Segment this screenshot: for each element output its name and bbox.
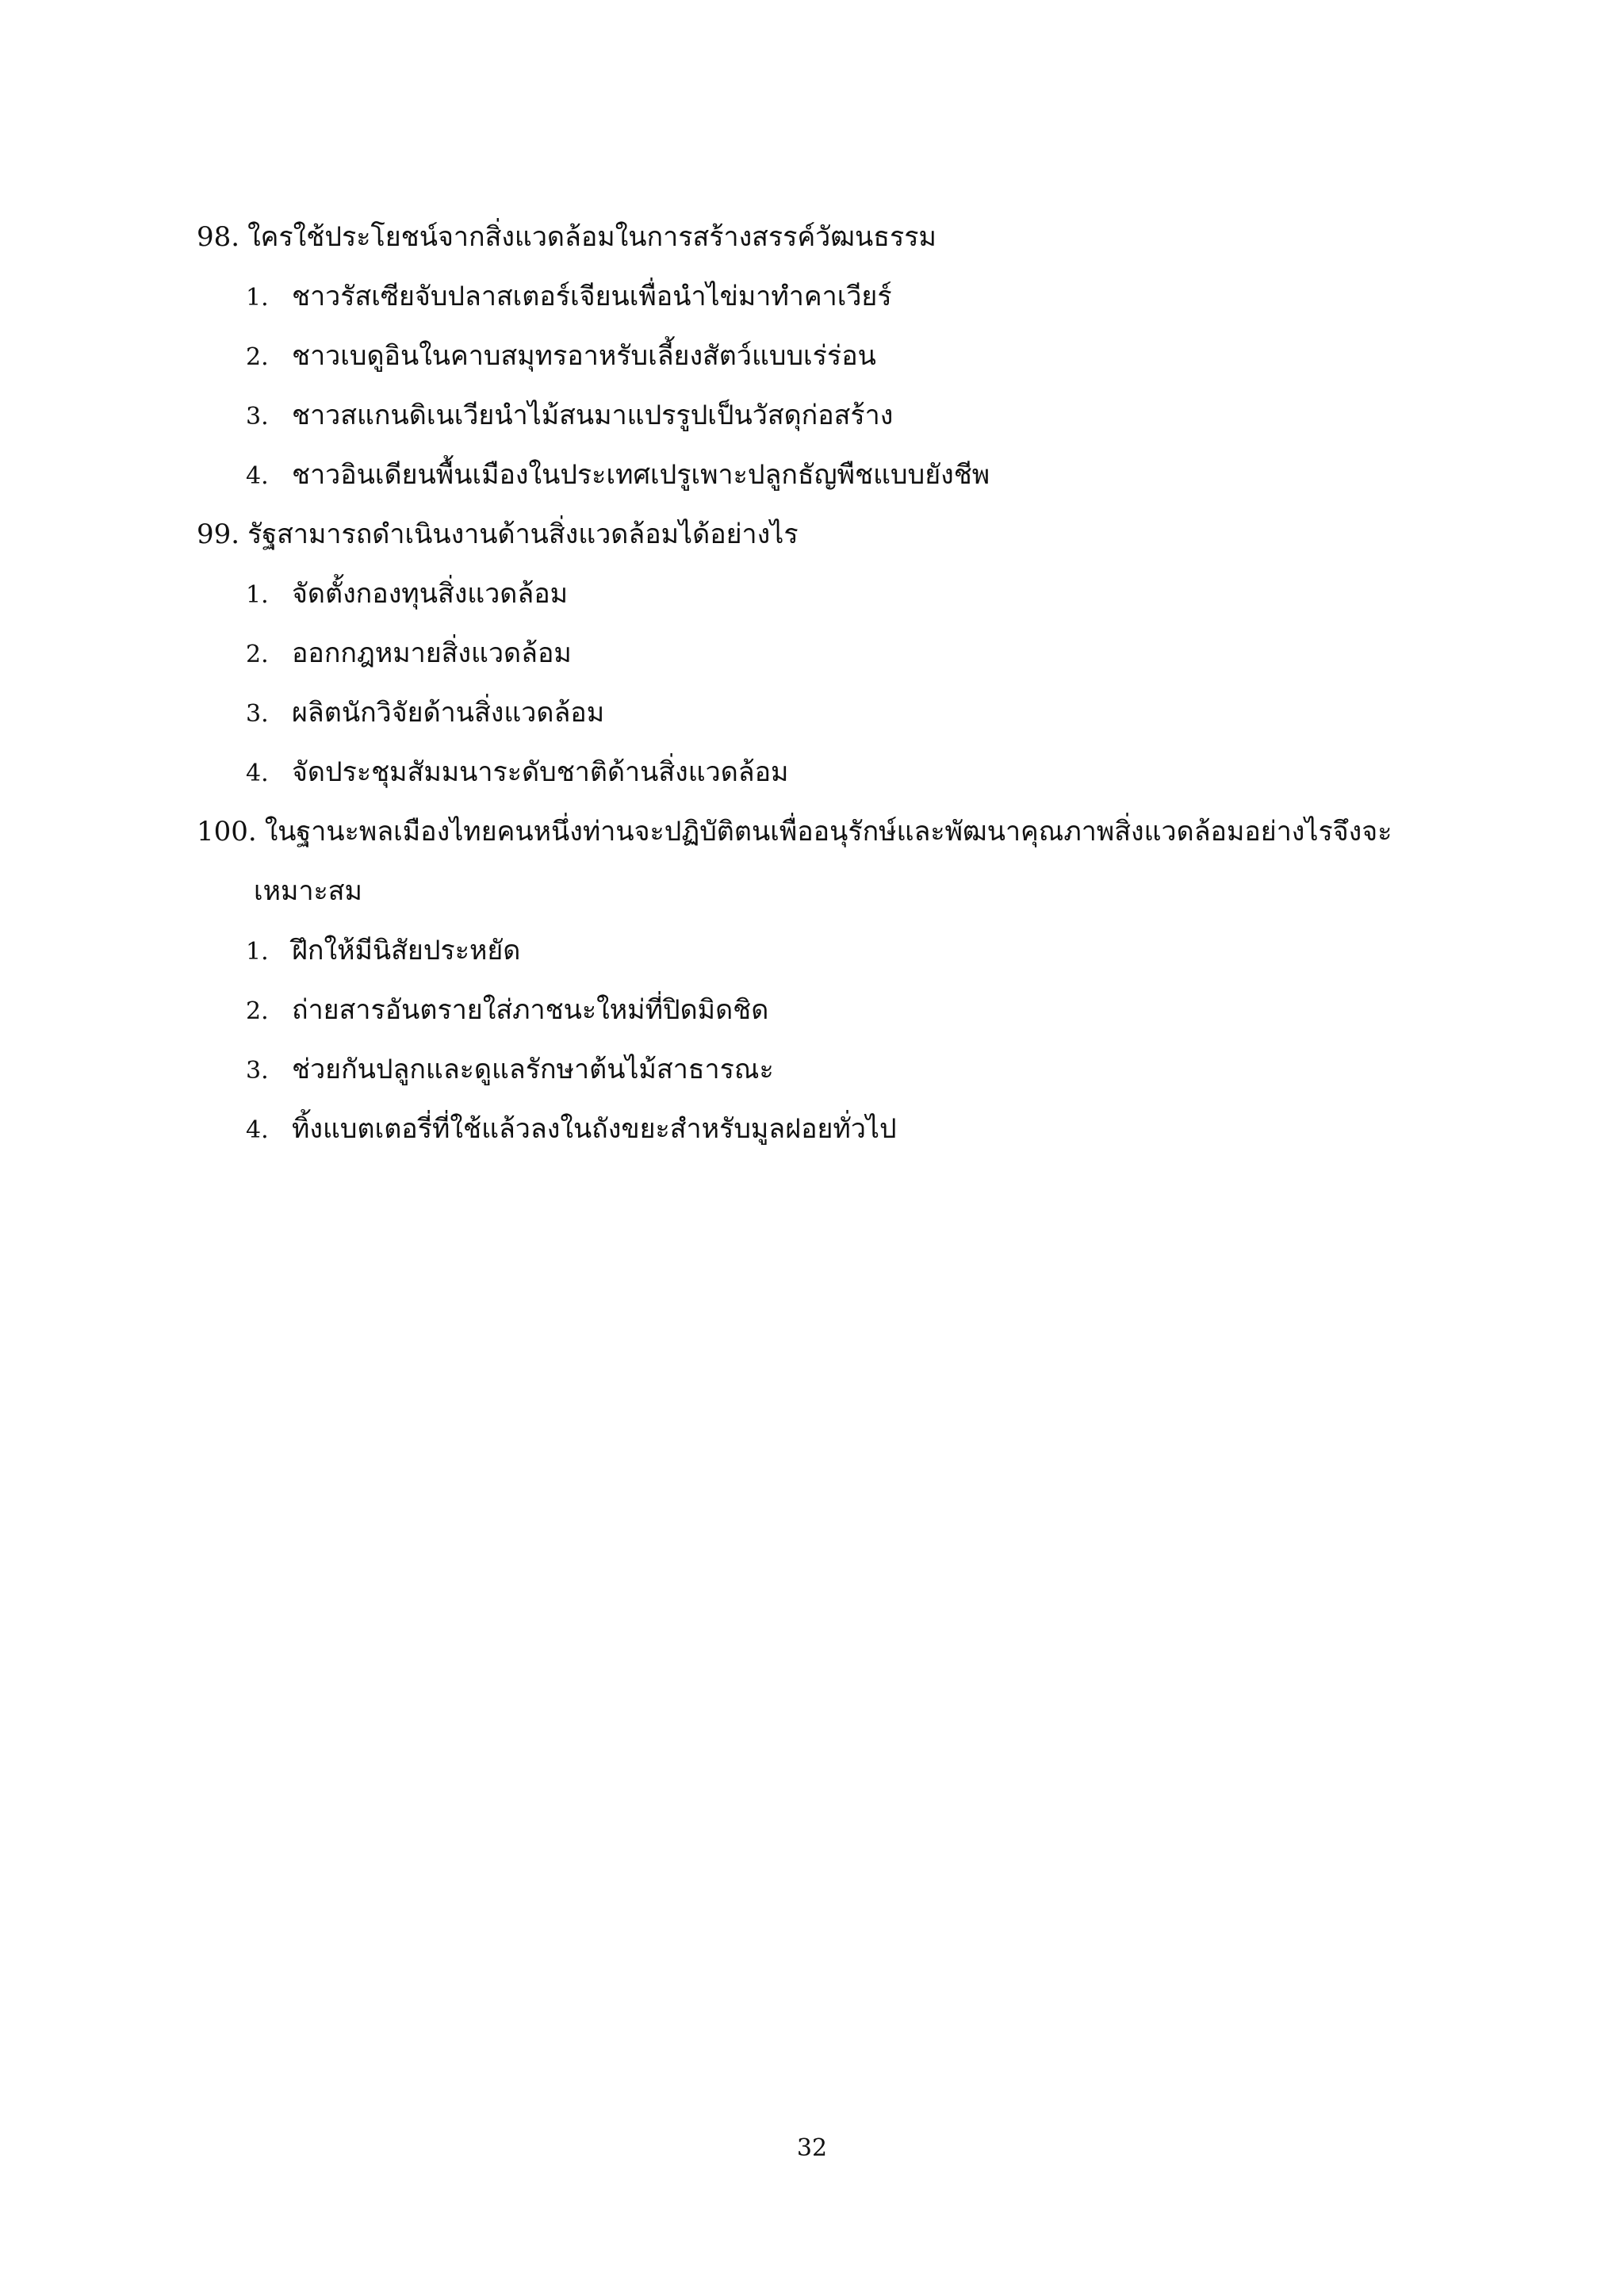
option-number: 4. — [246, 1116, 269, 1144]
option-number: 2. — [246, 641, 269, 668]
option-item — [197, 921, 1481, 981]
option-item — [197, 267, 1481, 327]
option-number: 1. — [246, 938, 269, 966]
question-stem — [197, 802, 1481, 862]
option-number: 1. — [246, 581, 269, 609]
question-stem — [197, 505, 1481, 564]
question-number: 99. — [197, 519, 240, 550]
option-number: 3. — [246, 1057, 269, 1085]
option-item — [197, 1040, 1481, 1100]
question-text: รัฐสามารถดำเนินงานด้านสิ่งแวดล้อมได้อย่างไร — [247, 519, 799, 550]
option-number: 2. — [246, 997, 269, 1025]
option-list — [197, 921, 1481, 1159]
option-text: ผลิตนักวิจัยด้านสิ่งแวดล้อม — [292, 697, 605, 729]
option-text: ชาวอินเดียนพื้นเมืองในประเทศเปรูเพาะปลูกธัญพืชแบบยังชีพ — [292, 459, 990, 491]
option-text: ชาวเบดูอินในคาบสมุทรอาหรับเลี้ยงสัตว์แบบเร่ร่อน — [292, 340, 876, 372]
question-number: 100. — [197, 816, 257, 848]
option-item — [197, 446, 1481, 505]
option-item — [197, 683, 1481, 743]
question-100 — [197, 802, 1481, 1159]
option-item — [197, 743, 1481, 802]
option-number: 3. — [246, 700, 269, 728]
option-number: 3. — [246, 403, 269, 430]
option-item — [197, 564, 1481, 624]
option-item — [197, 386, 1481, 446]
option-list — [197, 267, 1481, 505]
question-number: 98. — [197, 221, 240, 253]
question-99 — [197, 505, 1481, 802]
option-text: ฝึกให้มีนิสัยประหยัด — [292, 935, 521, 966]
question-text-continuation: เหมาะสม — [254, 875, 362, 907]
option-number: 4. — [246, 760, 269, 787]
question-text: ใครใช้ประโยชน์จากสิ่งแวดล้อมในการสร้างสรรค์วัฒนธรรม — [247, 221, 936, 253]
page-number: 32 — [796, 2134, 828, 2162]
option-text: ถ่ายสารอันตรายใส่ภาชนะใหม่ที่ปิดมิดชิด — [292, 994, 769, 1026]
question-stem — [197, 208, 1481, 267]
option-text: จัดตั้งกองทุนสิ่งแวดล้อม — [292, 578, 569, 610]
question-text: ในฐานะพลเมืองไทยคนหนึ่งท่านจะปฏิบัติตนเพื่ออนุรักษ์และพัฒนาคุณภาพสิ่งแวดล้อมอย่างไรจึงจะ — [264, 816, 1392, 848]
option-text: ช่วยกันปลูกและดูแลรักษาต้นไม้สาธารณะ — [292, 1054, 774, 1085]
option-item — [197, 624, 1481, 683]
option-number: 1. — [246, 284, 269, 312]
question-98 — [197, 208, 1481, 505]
option-text: ทิ้งแบตเตอรี่ที่ใช้แล้วลงในถังขยะสำหรับมูลฝอยทั่วไป — [292, 1113, 897, 1145]
option-item — [197, 1100, 1481, 1159]
option-list — [197, 564, 1481, 802]
option-text: ชาวรัสเซียจับปลาสเตอร์เจียนเพื่อนำไข่มาทำคาเวียร์ — [292, 281, 892, 312]
question-list — [197, 208, 1481, 1159]
option-number: 2. — [246, 343, 269, 371]
option-text: ชาวสแกนดิเนเวียนำไม้สนมาแปรรูปเป็นวัสดุก่อสร้าง — [292, 400, 894, 431]
option-text: ออกกฎหมายสิ่งแวดล้อม — [292, 637, 572, 669]
option-number: 4. — [246, 462, 269, 490]
option-text: จัดประชุมสัมมนาระดับชาติด้านสิ่งแวดล้อม — [292, 756, 789, 788]
option-item — [197, 327, 1481, 386]
option-item — [197, 981, 1481, 1040]
